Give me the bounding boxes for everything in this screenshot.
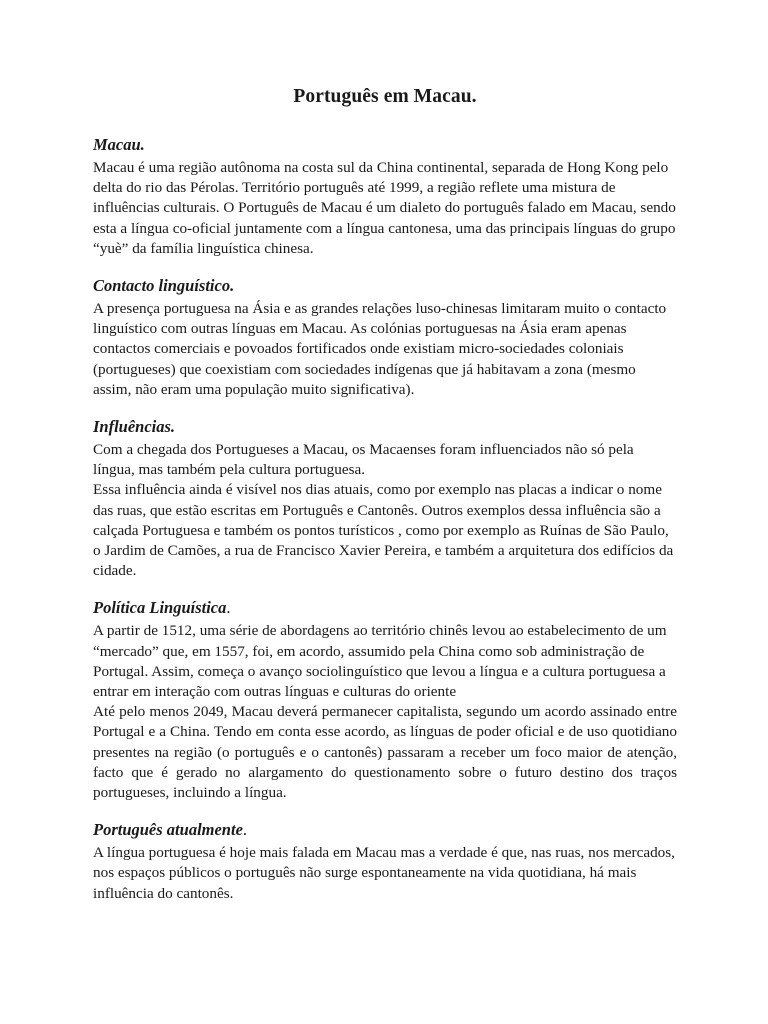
paragraph: A língua portuguesa é hoje mais falada em Macau mas a verdade é que, nas ruas, nos mercados, nos espaços públicos o português não surge espontaneamente na vida quotidiana, há mais influência do cantonês. [93,844,675,902]
paragraph: Até pelo menos 2049, Macau deverá permanecer capitalista, segundo um acordo assinado entre Portugal e a China. Tendo em conta esse acordo, as línguas de poder oficial e de uso quotidiano presentes na região (o português e o cantonês) passaram a receber um foco maior de atenção, facto que é gerado no alargamento do questionamento sobre o futuro destino dos traços portugueses, incluindo a língua. [93,703,677,802]
section-influencias [93,416,677,581]
document-page [93,84,677,920]
section-macau [93,134,677,259]
section-heading-text: Português atualmente [93,820,243,840]
section-heading-text: Contacto linguístico. [93,276,235,296]
section-heading [93,416,677,438]
paragraph: Macau é uma região autônoma na costa sul da China continental, separada de Hong Kong pelo delta do rio das Pérolas. Território português até 1999, a região reflete uma mistura de influências culturais. O Português de Macau é um dialeto do português falado em Macau, sendo esta a língua co-oficial juntamente com a língua cantonesa, uma das principais línguas do grupo “yuè” da família linguística chinesa. [93,159,676,257]
section-heading-text: Política Linguística [93,598,227,618]
section-heading [93,597,677,619]
section-heading [93,819,677,841]
document-title: Português em Macau. [293,86,477,107]
paragraph: Com a chegada dos Portugueses a Macau, os Macaenses foram influenciados não só pela língua, mas também pela cultura portuguesa. [93,441,634,479]
section-heading [93,275,677,297]
section-politica-linguistica [93,597,677,803]
paragraph: A presença portuguesa na Ásia e as grandes relações luso-chinesas limitaram muito o contacto linguístico com outras línguas em Macau. As colónias portuguesas na Ásia eram apenas contactos comerciais e povoados fortificados onde existiam micro-sociedades coloniais (portugueses) que coexistiam com sociedades indígenas que já habitavam a zona (mesmo assim, não eram uma população muito significativa). [93,300,667,398]
section-heading [93,134,677,156]
section-heading-text: Macau. [93,135,145,154]
section-portugues-atualmente [93,819,677,904]
paragraph: Essa influência ainda é visível nos dias atuais, como por exemplo nas placas a indicar o nome das ruas, que estão escritas em Português e Cantonês. Outros exemplos dessa influência são a calçada Portuguesa e também os pontos turísticos , como por exemplo as Ruínas de São Paulo, o Jardim de Camões, a rua de Francisco Xavier Pereira, e também a arquitetura dos edifícios da cidade. [93,481,674,580]
section-heading-trail: . [242,820,248,840]
section-contacto-linguistico [93,275,677,400]
section-heading-text: Influências. [93,417,176,437]
paragraph: A partir de 1512, uma série de abordagens ao território chinês levou ao estabelecimento de um “mercado” que, em 1557, foi, em acordo, assumido pela China como sob administração de Portugal. Assim, começa o avanço sociolinguístico que levou a língua e a cultura portuguesa a entrar em interação com outras línguas e culturas do oriente [93,622,667,701]
section-heading-trail: . [226,598,231,618]
